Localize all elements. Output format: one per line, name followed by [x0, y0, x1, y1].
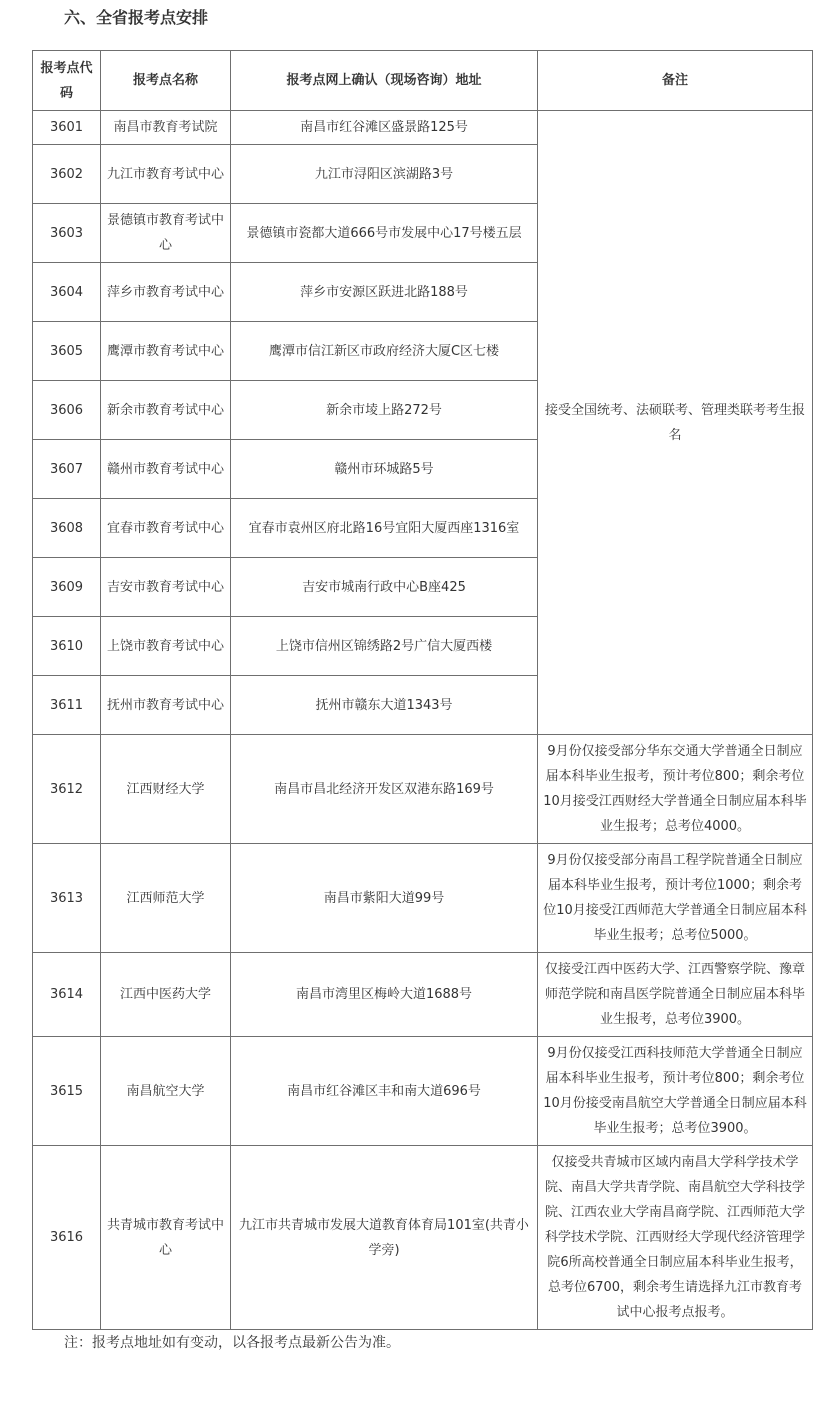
- site-address: 吉安市城南行政中心B座425: [231, 558, 538, 617]
- site-name: 新余市教育考试中心: [101, 381, 231, 440]
- site-code: 3614: [33, 953, 101, 1037]
- header-name: 报考点名称: [101, 51, 231, 111]
- site-name: 江西中医药大学: [101, 953, 231, 1037]
- site-code: 3608: [33, 499, 101, 558]
- shared-remark: 接受全国统考、法硕联考、管理类联考考生报名: [538, 111, 813, 735]
- site-name: 萍乡市教育考试中心: [101, 263, 231, 322]
- site-remark: 9月份仅接受江西科技师范大学普通全日制应届本科毕业生报考，预计考位800；剩余考位10月份接受南昌航空大学普通全日制应届本科毕业生报考；总考位3900。: [538, 1037, 813, 1146]
- site-name: 江西财经大学: [101, 735, 231, 844]
- site-address: 宜春市袁州区府北路16号宜阳大厦西座1316室: [231, 499, 538, 558]
- site-address: 南昌市昌北经济开发区双港东路169号: [231, 735, 538, 844]
- table-header-row: [33, 51, 813, 111]
- site-address: 南昌市红谷滩区丰和南大道696号: [231, 1037, 538, 1146]
- site-name: 南昌航空大学: [101, 1037, 231, 1146]
- site-address: 萍乡市安源区跃进北路188号: [231, 263, 538, 322]
- site-code: 3607: [33, 440, 101, 499]
- site-address: 新余市堎上路272号: [231, 381, 538, 440]
- site-address: 南昌市湾里区梅岭大道1688号: [231, 953, 538, 1037]
- site-code: 3613: [33, 844, 101, 953]
- site-code: 3616: [33, 1146, 101, 1330]
- table-row: [33, 844, 813, 953]
- site-code: 3615: [33, 1037, 101, 1146]
- site-remark: 9月份仅接受部分华东交通大学普通全日制应届本科毕业生报考，预计考位800；剩余考位10月接受江西财经大学普通全日制应届本科毕业生报考；总考位4000。: [538, 735, 813, 844]
- site-code: 3609: [33, 558, 101, 617]
- site-name: 宜春市教育考试中心: [101, 499, 231, 558]
- site-remark: 仅接受江西中医药大学、江西警察学院、豫章师范学院和南昌医学院普通全日制应届本科毕业生报考，总考位3900。: [538, 953, 813, 1037]
- site-address: 九江市共青城市发展大道教育体育局101室(共青小学旁): [231, 1146, 538, 1330]
- footnote: 注：报考点地址如有变动，以各报考点最新公告为准。: [64, 1335, 400, 1351]
- table-row: [33, 111, 813, 145]
- site-name: 共青城市教育考试中心: [101, 1146, 231, 1330]
- table-row: [33, 1037, 813, 1146]
- header-address: 报考点网上确认（现场咨询）地址: [231, 51, 538, 111]
- site-code: 3603: [33, 204, 101, 263]
- site-code: 3601: [33, 111, 101, 145]
- site-address: 上饶市信州区锦绣路2号广信大厦西楼: [231, 617, 538, 676]
- site-remark: 9月份仅接受部分南昌工程学院普通全日制应届本科毕业生报考，预计考位1000；剩余考位10月接受江西师范大学普通全日制应届本科毕业生报考；总考位5000。: [538, 844, 813, 953]
- site-address: 抚州市赣东大道1343号: [231, 676, 538, 735]
- exam-site-table: [32, 50, 813, 1330]
- site-code: 3602: [33, 145, 101, 204]
- site-name: 景德镇市教育考试中心: [101, 204, 231, 263]
- site-address: 南昌市紫阳大道99号: [231, 844, 538, 953]
- site-code: 3606: [33, 381, 101, 440]
- site-address: 赣州市环城路5号: [231, 440, 538, 499]
- section-title: 六、全省报考点安排: [64, 8, 209, 27]
- site-name: 吉安市教育考试中心: [101, 558, 231, 617]
- site-code: 3610: [33, 617, 101, 676]
- table-row: [33, 1146, 813, 1330]
- site-address: 鹰潭市信江新区市政府经济大厦C区七楼: [231, 322, 538, 381]
- site-code: 3612: [33, 735, 101, 844]
- site-name: 抚州市教育考试中心: [101, 676, 231, 735]
- site-address: 九江市浔阳区滨湖路3号: [231, 145, 538, 204]
- table-row: [33, 953, 813, 1037]
- header-code: 报考点代码: [33, 51, 101, 111]
- site-name: 鹰潭市教育考试中心: [101, 322, 231, 381]
- site-name: 南昌市教育考试院: [101, 111, 231, 145]
- site-name: 赣州市教育考试中心: [101, 440, 231, 499]
- site-remark: 仅接受共青城市区域内南昌大学科学技术学院、南昌大学共青学院、南昌航空大学科技学院、江西农业大学南昌商学院、江西师范大学科学技术学院、江西财经大学现代经济管理学院6所高校普通全日制应届本科毕业生报考，总考位6700，剩余考生请选择九江市教育考试中心报考点报考。: [538, 1146, 813, 1330]
- site-name: 九江市教育考试中心: [101, 145, 231, 204]
- site-code: 3605: [33, 322, 101, 381]
- site-address: 南昌市红谷滩区盛景路125号: [231, 111, 538, 145]
- site-address: 景德镇市瓷都大道666号市发展中心17号楼五层: [231, 204, 538, 263]
- site-code: 3611: [33, 676, 101, 735]
- table-row: [33, 735, 813, 844]
- site-name: 江西师范大学: [101, 844, 231, 953]
- site-name: 上饶市教育考试中心: [101, 617, 231, 676]
- header-remark: 备注: [538, 51, 813, 111]
- site-code: 3604: [33, 263, 101, 322]
